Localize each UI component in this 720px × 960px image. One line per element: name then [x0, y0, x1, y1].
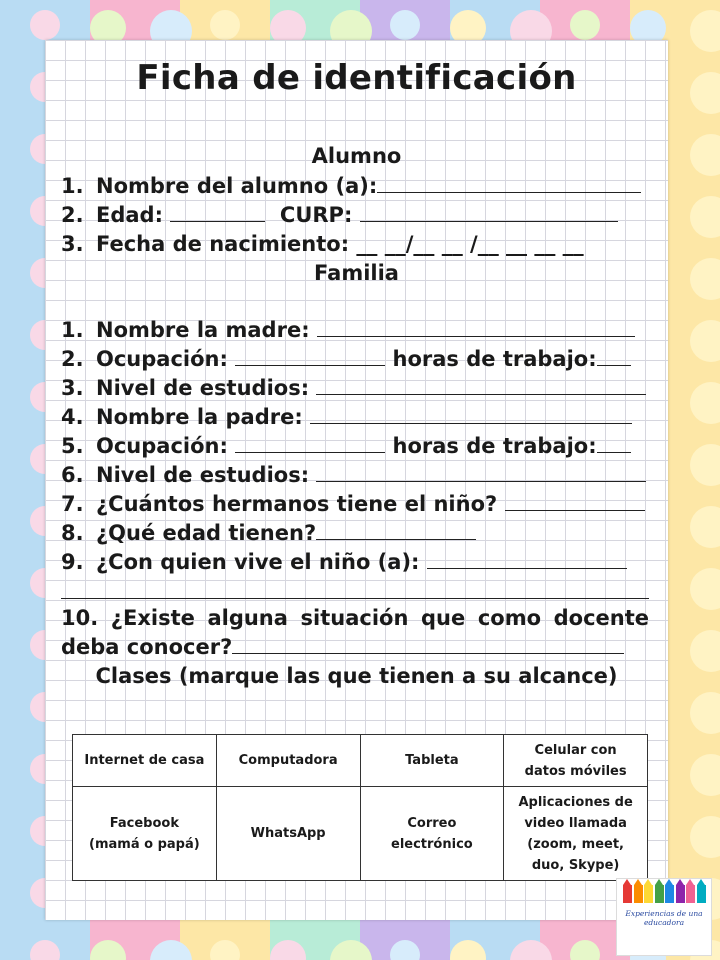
- item-number: 7.: [61, 492, 84, 516]
- item-number: 4.: [61, 405, 84, 429]
- item-number: 3.: [61, 376, 84, 400]
- crayon-icon: [686, 885, 695, 903]
- option-correo[interactable]: Correo electrónico: [360, 787, 504, 881]
- clases-table: [72, 734, 648, 881]
- item-number: 2.: [61, 203, 84, 227]
- crayon-icon: [665, 885, 674, 903]
- blank-line: [597, 347, 631, 366]
- field-nombre-padre: [61, 405, 650, 429]
- blank-line: [235, 347, 385, 366]
- field-edad-hermanos: [61, 521, 650, 545]
- crayon-icon: [634, 885, 643, 903]
- option-internet-casa[interactable]: Internet de casa: [73, 735, 217, 787]
- blank-line: [316, 376, 646, 395]
- section-heading-familia: Familia: [314, 261, 399, 285]
- question-text: 10. ¿Existe alguna situación que como docente deba conocer?: [61, 606, 649, 659]
- blank-line: [170, 203, 265, 222]
- item-number: 9.: [61, 550, 84, 574]
- blank-line: [316, 463, 646, 482]
- section-heading-alumno: Alumno: [311, 144, 402, 168]
- field-label: Ocupación:: [96, 434, 228, 458]
- crayon-icon: [655, 885, 664, 903]
- field-label: Ocupación:: [96, 347, 228, 371]
- field-situacion-docente: [61, 604, 649, 662]
- blank-line: [235, 434, 385, 453]
- item-number: 8.: [61, 521, 84, 545]
- horas-label: horas de trabajo:: [392, 434, 597, 458]
- blank-line: [310, 405, 632, 424]
- field-estudios-padre: [61, 463, 650, 487]
- field-label: Edad:: [96, 203, 163, 227]
- crayon-icon: [623, 885, 632, 903]
- blank-line: [61, 598, 649, 599]
- option-tableta[interactable]: Tableta: [360, 735, 504, 787]
- crayon-icon: [676, 885, 685, 903]
- option-whatsapp[interactable]: WhatsApp: [216, 787, 360, 881]
- field-fecha-nacimiento: [61, 232, 650, 256]
- item-number: 1.: [61, 318, 84, 342]
- field-nombre-alumno: [61, 174, 650, 198]
- table-row: [73, 787, 648, 881]
- blank-line: [232, 635, 624, 654]
- page-title: Ficha de identificación: [136, 58, 577, 98]
- option-videollamada[interactable]: Aplicaciones de video llamada (zoom, meet, duo, Skype): [504, 787, 648, 881]
- table-row: [73, 735, 648, 787]
- blank-line: [317, 318, 635, 337]
- field-label: Nombre la madre:: [96, 318, 310, 342]
- background-dot: [30, 10, 60, 40]
- field-ocupacion-padre: [61, 434, 650, 458]
- item-number: 6.: [61, 463, 84, 487]
- horas-label: horas de trabajo:: [392, 347, 597, 371]
- curp-label: CURP:: [279, 203, 353, 227]
- blank-line: [316, 521, 476, 540]
- item-number: 2.: [61, 347, 84, 371]
- form-sheet: [45, 40, 668, 920]
- field-label: Fecha de nacimiento:: [96, 232, 350, 256]
- field-edad-curp: [61, 203, 650, 227]
- crayon-icon: [697, 885, 706, 903]
- blank-line: [377, 174, 641, 193]
- blank-line: [505, 492, 645, 511]
- field-estudios-madre: [61, 376, 650, 400]
- field-label: ¿Con quien vive el niño (a):: [96, 550, 420, 574]
- option-facebook[interactable]: Facebook (mamá o papá): [73, 787, 217, 881]
- blank-line: [427, 550, 627, 569]
- field-ocupacion-madre: [61, 347, 650, 371]
- field-label: Nombre la padre:: [96, 405, 303, 429]
- background-dot: [570, 10, 600, 40]
- clases-heading: Clases (marque las que tienen a su alcance): [95, 664, 618, 688]
- item-number: 5.: [61, 434, 84, 458]
- background-dot: [390, 10, 420, 40]
- blank-line: [360, 203, 618, 222]
- logo-text: Experiencias de una educadora: [625, 909, 703, 927]
- field-label: Nivel de estudios:: [96, 463, 310, 487]
- item-number: 3.: [61, 232, 84, 256]
- field-label: Nivel de estudios:: [96, 376, 310, 400]
- field-label: Nombre del alumno (a):: [96, 174, 378, 198]
- crayons-logo: [616, 878, 712, 956]
- field-label: ¿Cuántos hermanos tiene el niño?: [96, 492, 498, 516]
- date-blanks: __ __/__ __ /__ __ __ __: [356, 232, 584, 256]
- blank-line: [597, 434, 631, 453]
- field-nombre-madre: [61, 318, 650, 342]
- background-dot: [210, 10, 240, 40]
- option-computadora[interactable]: Computadora: [216, 735, 360, 787]
- field-con-quien-vive: [61, 550, 650, 574]
- crayon-icon: [644, 885, 653, 903]
- item-number: 1.: [61, 174, 84, 198]
- option-celular-datos[interactable]: Celular con datos móviles: [504, 735, 648, 787]
- field-label: ¿Qué edad tienen?: [96, 521, 317, 545]
- field-hermanos: [61, 492, 650, 516]
